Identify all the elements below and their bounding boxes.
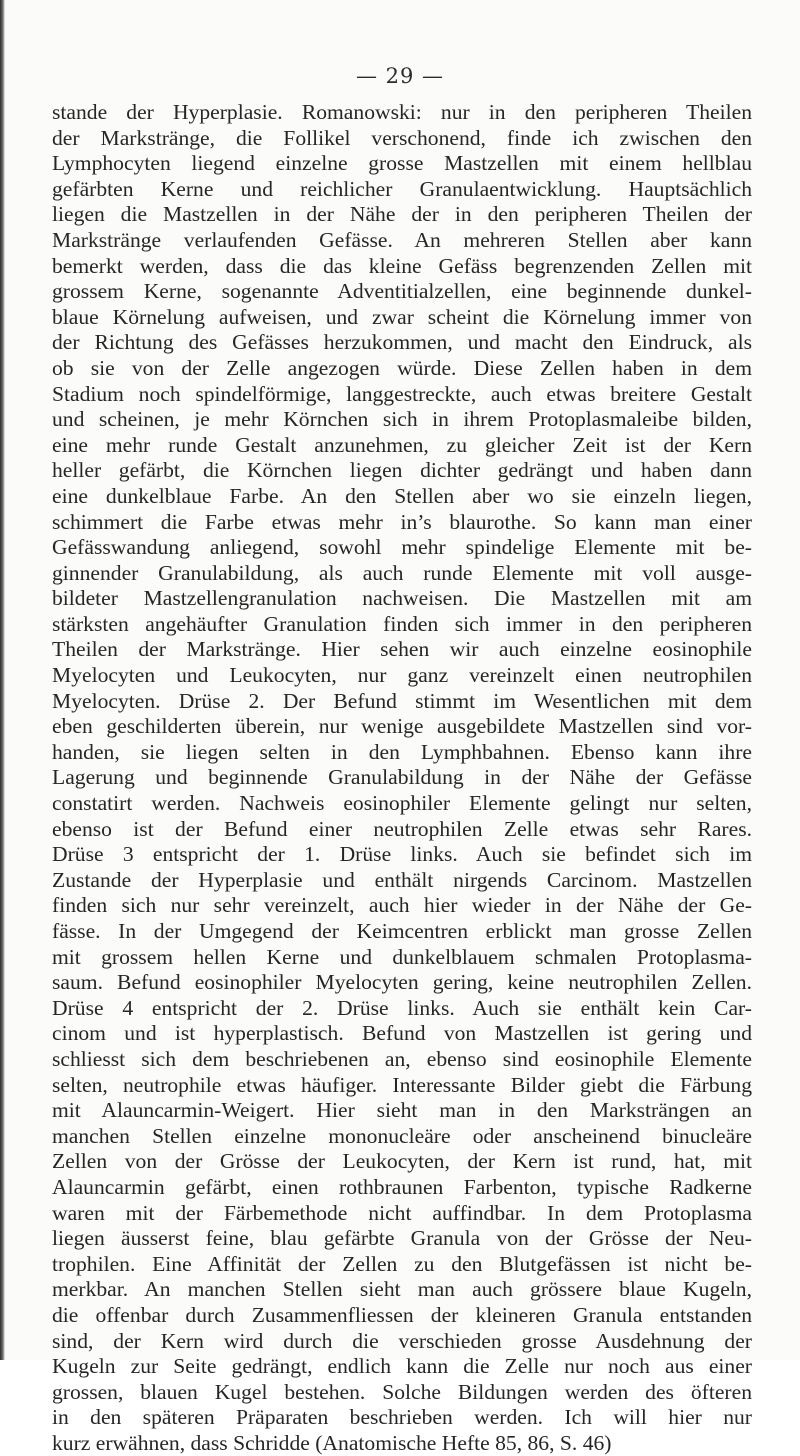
text-line: selten, neutrophile etwas häufiger. Interessante Bilder giebt die Färbung (52, 1072, 752, 1097)
text-line: manchen Stellen einzelne mononucleäre oder anscheinend binucleäre (52, 1123, 752, 1148)
text-line: handen, sie liegen selten in den Lymphbahnen. Ebenso kann ihre (52, 739, 752, 764)
text-line: constatirt werden. Nachweis eosinophiler Elemente gelingt nur selten, (52, 791, 752, 816)
text-line: Markstränge verlaufenden Gefässe. An mehreren Stellen aber kann (52, 227, 752, 252)
page-number: — 29 — (355, 64, 445, 88)
text-line: gefärbten Kerne und reichlicher Granulaentwicklung. Hauptsächlich (52, 176, 752, 201)
text-line: eine mehr runde Gestalt anzunehmen, zu gleicher Zeit ist der Kern (52, 432, 752, 457)
body-text (52, 100, 752, 1456)
text-line: Drüse 4 entspricht der 2. Drüse links. Auch sie enthält kein Car- (52, 995, 752, 1020)
text-line: waren mit der Färbemethode nicht auffindbar. In dem Protoplasma (52, 1200, 752, 1225)
text-line: finden sich nur sehr vereinzelt, auch hier wieder in der Nähe der Ge- (52, 893, 752, 918)
text-line: sind, der Kern wird durch die verschieden grosse Ausdehnung der (52, 1328, 752, 1353)
text-line: Lagerung und beginnende Granulabildung in der Nähe der Gefässe (52, 765, 752, 790)
text-line: Drüse 3 entspricht der 1. Drüse links. Auch sie befindet sich im (52, 842, 752, 867)
text-line: Alauncarmin gefärbt, einen rothbraunen Farbenton, typische Radkerne (52, 1174, 752, 1199)
text-line: grossem Kerne, sogenannte Adventitialzellen, eine beginnende dunkel- (52, 279, 752, 304)
text-line: ginnender Granulabildung, als auch runde Elemente mit voll ausge- (52, 560, 752, 585)
text-line: stande der Hyperplasie. Romanowski: nur in den peripheren Theilen (52, 100, 752, 124)
text-line: die offenbar durch Zusammenfliessen der kleineren Granula entstanden (52, 1302, 752, 1327)
text-line: und scheinen, je mehr Körnchen sich in ihrem Protoplasmaleibe bilden, (52, 407, 752, 432)
text-line: Myelocyten und Leukocyten, nur ganz vereinzelt einen neutrophilen (52, 663, 752, 688)
page-edge-shadow (0, 0, 5, 1360)
text-line: ob sie von der Zelle angezogen würde. Diese Zellen haben in dem (52, 355, 752, 380)
text-line: bemerkt werden, dass die das kleine Gefäss begrenzenden Zellen mit (52, 253, 752, 278)
text-line: der Richtung des Gefässes herzukommen, und macht den Eindruck, als (52, 330, 752, 355)
text-line: stärksten angehäufter Granulation finden sich immer in den peripheren (52, 611, 752, 636)
text-line: grossen, blauen Kugel bestehen. Solche Bildungen werden des öfteren (52, 1379, 752, 1404)
text-line: saum. Befund eosinophiler Myelocyten gering, keine neutrophilen Zellen. (52, 970, 752, 995)
text-line: liegen äusserst feine, blau gefärbte Granula von der Grösse der Neu- (52, 1226, 752, 1251)
text-line: trophilen. Eine Affinität der Zellen zu den Blutgefässen ist nicht be- (52, 1251, 752, 1276)
text-line: schliesst sich dem beschriebenen an, ebenso sind eosinophile Elemente (52, 1046, 752, 1071)
text-line: in den späteren Präparaten beschrieben werden. Ich will hier nur (52, 1405, 752, 1430)
text-line: Lymphocyten liegend einzelne grosse Mastzellen mit einem hellblau (52, 151, 752, 176)
text-line: heller gefärbt, die Körnchen liegen dichter gedrängt und haben dann (52, 458, 752, 483)
text-line: schimmert die Farbe etwas mehr in’s blaurothe. So kann man einer (52, 509, 752, 534)
text-line: Kugeln zur Seite gedrängt, endlich kann die Zelle nur noch aus einer (52, 1354, 752, 1379)
text-line: mit grossem hellen Kerne und dunkelblauem schmalen Protoplasma- (52, 944, 752, 969)
text-line: Theilen der Markstränge. Hier sehen wir auch einzelne eosinophile (52, 637, 752, 662)
text-line: liegen die Mastzellen in der Nähe der in den peripheren Theilen der (52, 202, 752, 227)
text-line: mit Alauncarmin-Weigert. Hier sieht man in den Marksträngen an (52, 1098, 752, 1123)
text-line: fässe. In der Umgegend der Keimcentren erblickt man grosse Zellen (52, 919, 752, 943)
text-line: eine dunkelblaue Farbe. An den Stellen aber wo sie einzeln liegen, (52, 483, 752, 508)
text-line: Gefässwandung anliegend, sowohl mehr spindelige Elemente mit be- (52, 535, 752, 560)
text-line: ebenso ist der Befund einer neutrophilen Zelle etwas sehr Rares. (52, 816, 752, 841)
text-line: Zellen von der Grösse der Leukocyten, der Kern ist rund, hat, mit (52, 1149, 752, 1174)
text-line: eben geschilderten überein, nur wenige ausgebildete Mastzellen sind vor- (52, 714, 752, 739)
text-line: merkbar. An manchen Stellen sieht man auch grössere blaue Kugeln, (52, 1277, 752, 1302)
text-line: der Markstränge, die Follikel verschonend, finde ich zwischen den (52, 125, 752, 150)
text-line: bildeter Mastzellengranulation nachweisen. Die Mastzellen mit am (52, 586, 752, 611)
text-line: Stadium noch spindelförmige, langgestreckte, auch etwas breitere Gestalt (52, 381, 752, 406)
text-line: Zustande der Hyperplasie und enthält nirgends Carcinom. Mastzellen (52, 867, 752, 892)
text-line: cinom und ist hyperplastisch. Befund von Mastzellen ist gering und (52, 1021, 752, 1046)
text-line: blaue Körnelung aufweisen, und zwar scheint die Körnelung immer von (52, 304, 752, 329)
text-line: kurz erwähnen, dass Schridde (Anatomische Hefte 85, 86, S. 46) (52, 1430, 612, 1455)
text-line: Myelocyten. Drüse 2. Der Befund stimmt im Wesentlichen mit dem (52, 688, 752, 713)
